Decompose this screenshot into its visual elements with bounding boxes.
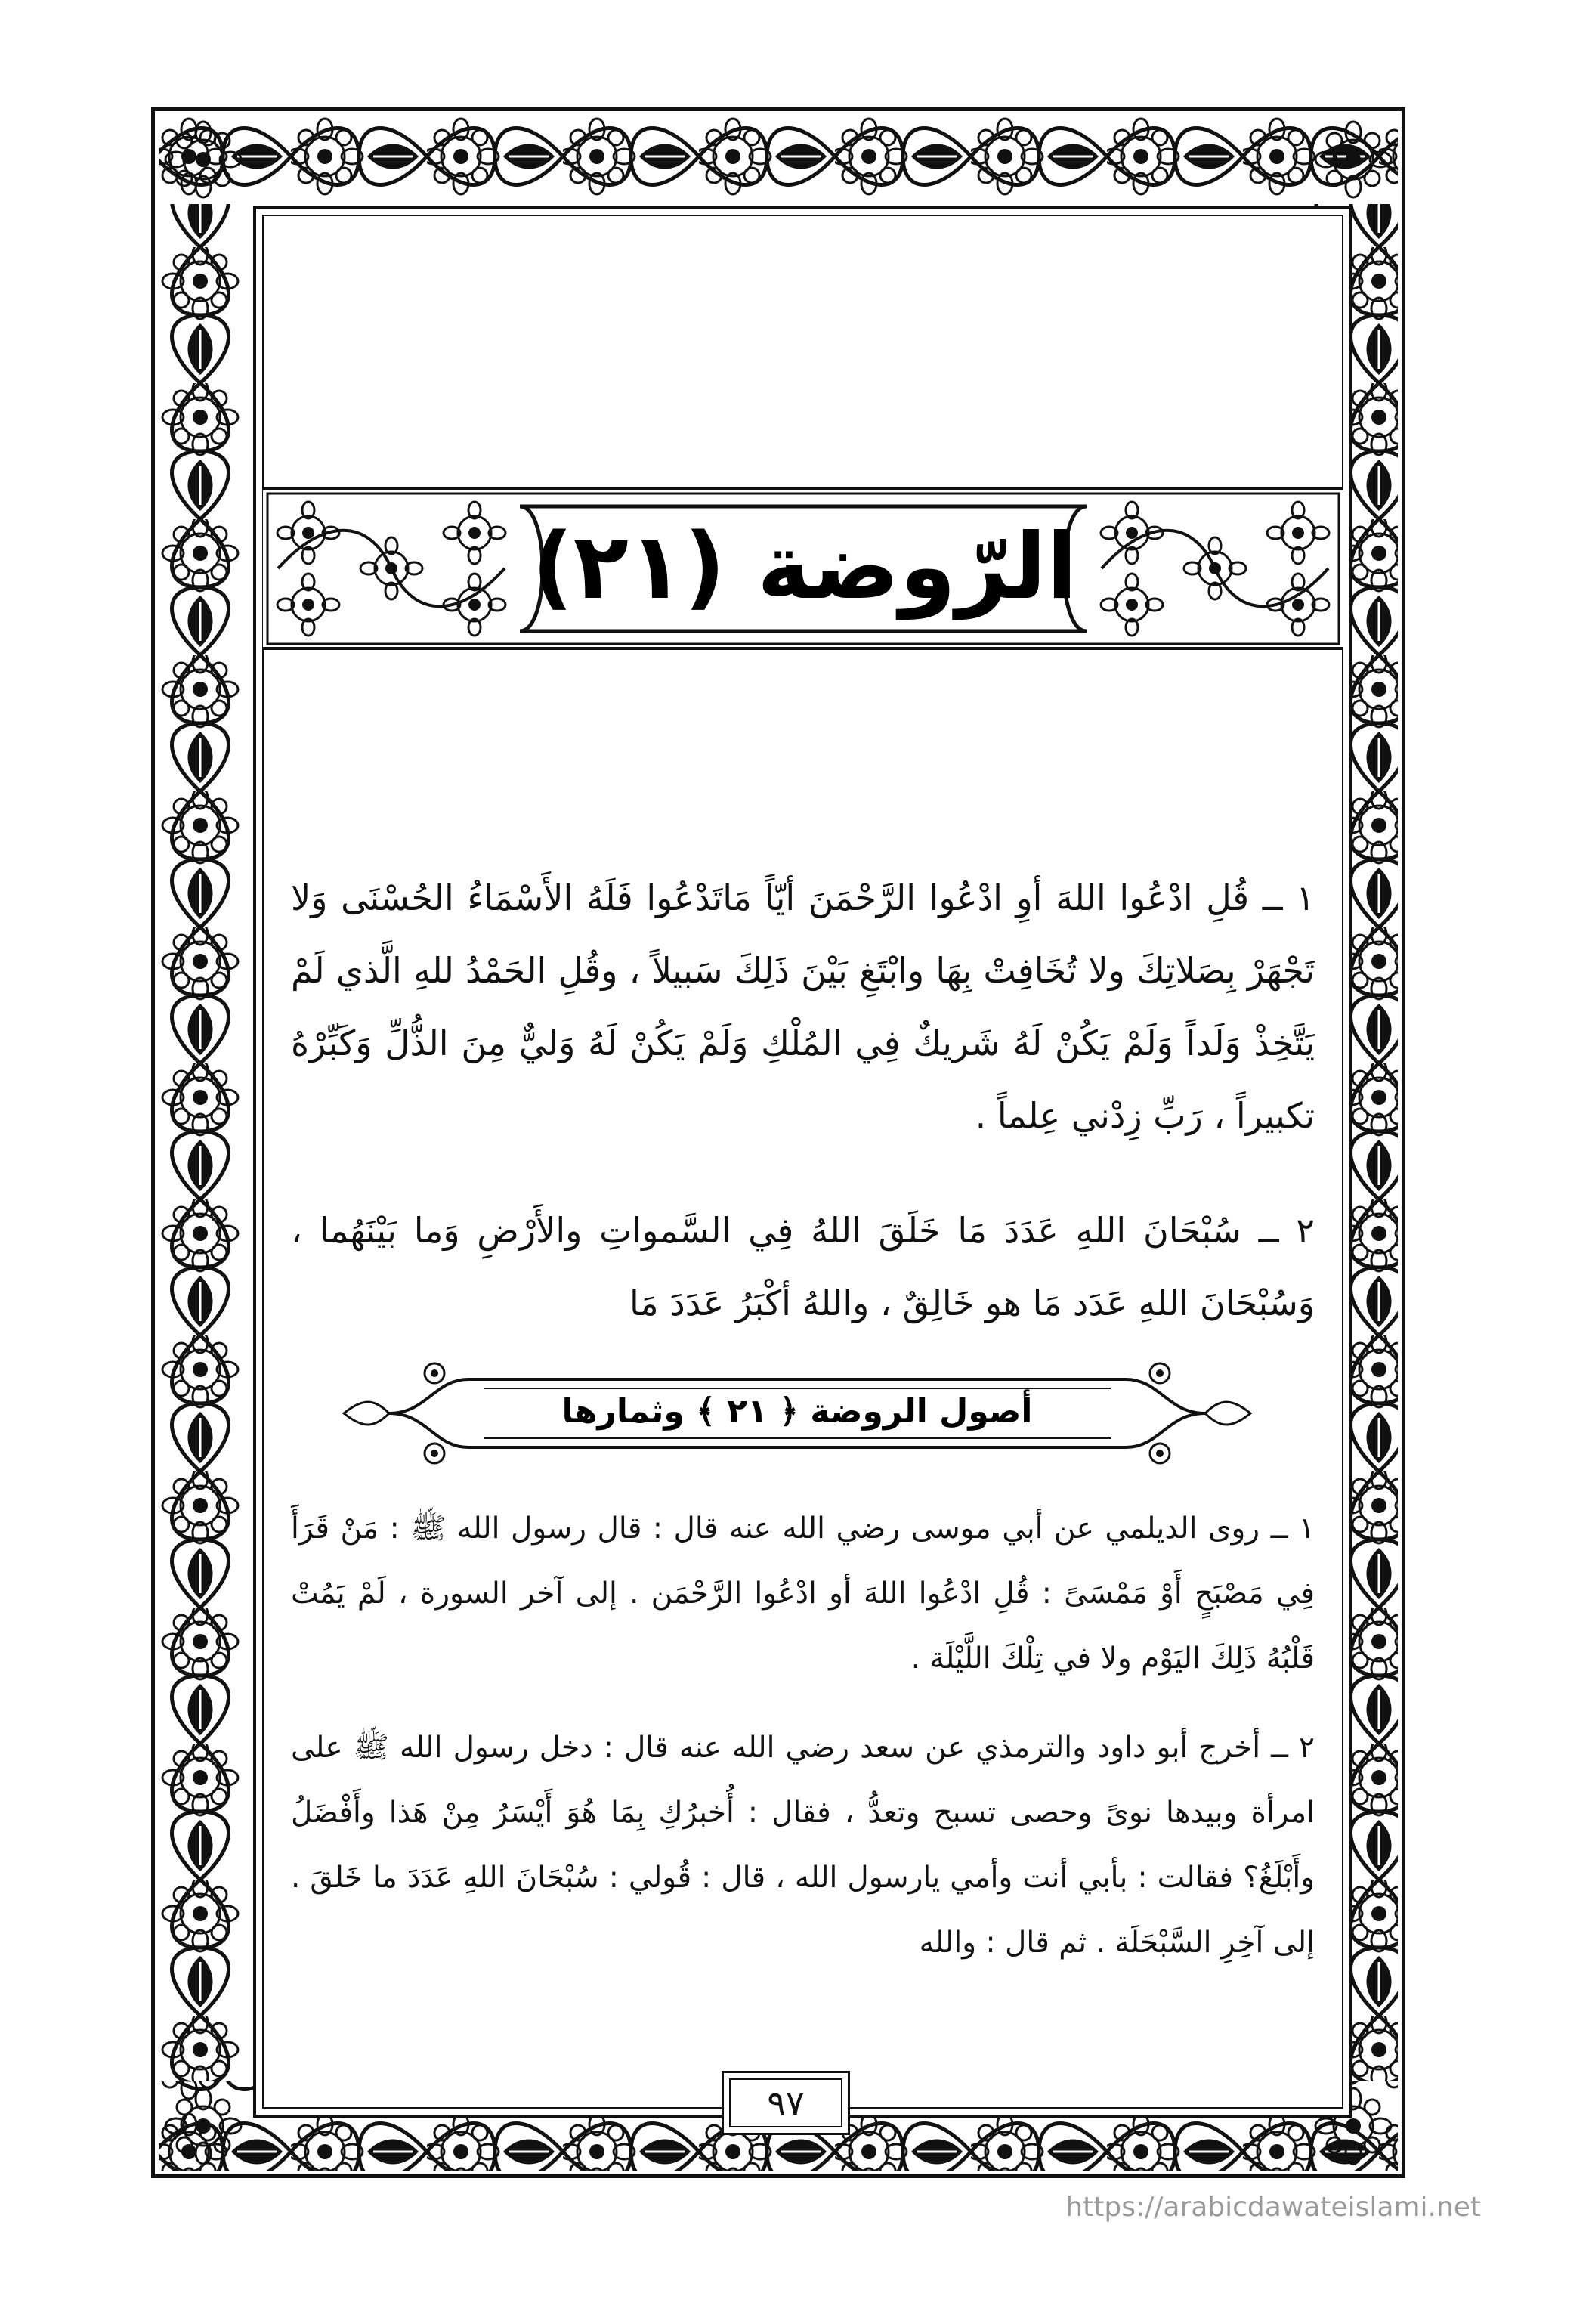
section-header-title: أصول الروضة ﴿ ٢١ ﴾ وثمارها [561, 1391, 1033, 1431]
page-number-box [722, 2071, 850, 2135]
page-number: ٩٧ [767, 2082, 805, 2124]
page-title: الرّوضة (٢١) [531, 514, 1078, 620]
sub-paragraph-1: ١ ــ روى الديلمي عن أبي موسى رضي الله عنه قال : قال رسول الله ﷺ : مَنْ قَرَأَ فِي مَصْبَحٍ أَوْ مَمْسَىً : قُلِ ادْعُوا اللهَ أو ادْعُوا الرَّحْمَن . إلى آخر السورة ، لَمْ يَمُتْ قَلْبُهُ ذَلِكَ اليَوْم ولا في تِلْكَ اللَّيْلَة . [291, 1512, 1315, 1676]
watermark-url: https://arabicdawateislami.net [1065, 2192, 1481, 2223]
main-paragraph-2: ٢ ــ سُبْحَانَ اللهِ عَدَدَ مَا خَلَقَ اللهُ فِي السَّمواتِ والأَرْضِ وَما بَيْنَهُما ، وَسُبْحَانَ اللهِ عَدَد مَا هو خَالِقٌ ، واللهُ أكْبَرُ عَدَدَ مَا [291, 1210, 1315, 1323]
sub-paragraph-2: ٢ ــ أخرج أبو داود والترمذي عن سعد رضي الله عنه قال : دخل رسول الله ﷺ على امرأة وبيدها نوىً وحصى تسبح وتعدُّ ، فقال : أُخبرُكِ بِمَا هُوَ أَيْسَرُ مِنْ هَذا وأَفْضَلُ وأَبْلَغُ؟ فقالت : بأبي أنت وأمي يارسول الله ، قال : قُولي : سُبْحَانَ اللهِ عَدَدَ ما خَلقَ . إلى آخِرِ السَّبْحَلَة . ثم قال : والله [291, 1731, 1315, 1960]
main-paragraph-1: ١ ــ قُلِ ادْعُوا اللهَ أوِ ادْعُوا الرَّحْمَنَ أيّاً مَاتَدْعُوا فَلَهُ الأَسْمَاءُ الحُسْنَى وَلا تَجْهَرْ بِصَلاتِكَ ولا تُخَافِتْ بِهَا وابْتَغِ بَيْنَ ذَلِكَ سَبيلاً ، وقُلِ الحَمْدُ للهِ الَّذي لَمْ يَتَّخِذْ وَلَداً وَلَمْ يَكُنْ لَهُ شَريكٌ فِي المُلْكِ وَلَمْ يَكُنْ لَهُ وَليٌّ مِنَ الذُّلِّ وَكَبِّرْهُ تكبيراً ، رَبِّ زِدْني عِلماً . [291, 877, 1315, 1136]
